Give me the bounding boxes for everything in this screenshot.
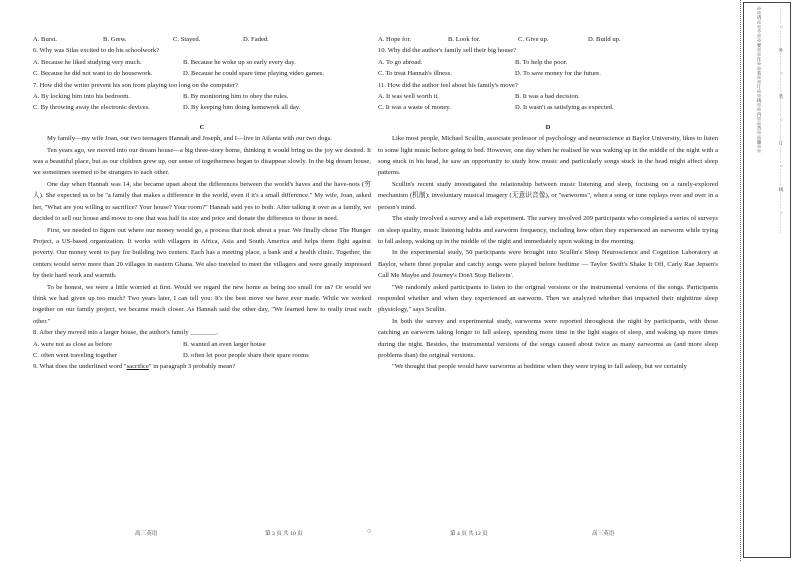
- footer-right-subject: 高三英语: [592, 531, 615, 537]
- option[interactable]: D. It wasn't as satisfying as expected.: [515, 104, 614, 112]
- passage-d-para-6: In both the survey and experimental study, earworms were reported throughout the night by participants, with those catching an earworm taking longer to fall asleep, spending more time in the light stages of sleep, and waking up more times during the night. Besides, the instrumental versions of the songs caused about twice as many earworms as (and more sleep problems than) the original versions.: [378, 317, 718, 359]
- underlined-word: sacrifice: [126, 363, 149, 371]
- binding-warning-text: ※※请※※不※※要※※在※※装※※订※※线※※内※※答※※题※※: [757, 6, 762, 154]
- question-9: 9. What does the underlined word "sacrifice" in paragraph 3 probably mean?: [33, 363, 236, 371]
- q10-options-ab: [378, 57, 718, 68]
- question-7: 7. How did the writer prevent his son from playing too long on the computer?: [33, 81, 238, 89]
- question-10: 10. Why did the author's family sell their big house?: [378, 47, 517, 55]
- passage-c-title: C: [199, 123, 205, 131]
- passage-d-para-5: "We randomly asked participants to listen to the original versions or the instrumental versions of the songs. Participants responded whether and when they experienced an earworm. Then we analyzed whether that impacted their nighttime sleep physiology," says Scullin.: [378, 283, 718, 314]
- option[interactable]: A. To go abroad.: [378, 58, 423, 66]
- option[interactable]: B. wanted an even larger house: [183, 340, 266, 348]
- q8-options-ab: [33, 339, 371, 350]
- footer-left-page: 第 3 页 共 10 页: [265, 531, 303, 537]
- option[interactable]: D. Faded.: [243, 36, 269, 43]
- option[interactable]: A. Because he liked studying very much.: [33, 58, 142, 66]
- passage-d-para-2: Scullin's recent study investigated the relationship between music listening and sleep, focusing on a rarely-explored mechanism (机制): involuntary musical imagery (无意识音像), or "earworms", when a song or tune replays over and over in a person's mind.: [378, 180, 718, 211]
- option[interactable]: B. It was a bad decision.: [515, 93, 580, 101]
- passage-d-para-3: The study involved a survey and a lab experiment. The survey involved 209 participants who completed a series of surveys on sleep quality, music listening habits and earworm frequency, including how often they experienced an earworm while trying to fall asleep, waking up in the middle of the night and immediately upon waking in the morning.: [378, 215, 718, 245]
- q11-options-ab: [378, 91, 718, 102]
- option[interactable]: D. To save money for the future.: [515, 70, 601, 78]
- question-6: 6. Why was Silas excited to do his schoolwork?: [33, 47, 160, 55]
- q6-options-cd: [33, 68, 371, 79]
- option[interactable]: A. By locking him into his bedroom.: [33, 93, 131, 101]
- passage-c-para-1: My family—my wife Joan, our two teenagers Hannah and Joseph, and I—live in Atlanta with our two dogs.: [47, 135, 332, 143]
- center-circle-mark: ○: [367, 527, 372, 535]
- option[interactable]: C. Stayed.: [173, 36, 201, 43]
- q10-options-cd: [378, 68, 718, 79]
- passage-c-para-3: One day when Hannah was 14, she became upset about the differences between the world's haves and the have-nots (穷人). She expected us to be "a family that makes a difference in the world, even if it's a small difference." My wife, Joan, asked her, "What are you willing to sacrifice? Your house? Your room?" Hannah said yes to both. After talking it over as a family, we decided to sell our house and move to one that was half its size and price and donate the difference to those in need.: [33, 180, 371, 223]
- option[interactable]: C. Give up.: [518, 36, 549, 43]
- passage-d-para-7: "We thought that people would have earworms at bedtime when they were trying to fall asleep, but we certainly: [392, 363, 687, 371]
- passage-d-title: D: [545, 123, 551, 131]
- q8-options-cd: [33, 350, 371, 361]
- option[interactable]: D. By keeping him doing homework all day.: [183, 104, 301, 112]
- passage-d-para-4: In the experimental study, 50 participants were brought into Scullin's Sleep Neuroscience and Cognition Laboratory at Baylor, where three popular and catchy songs were played before bedtime — Taylor Swift's Shake It Off, Carly Rae Jepsen's Call Me Maybe and Journey's Don't Stop Believin'.: [378, 249, 718, 280]
- q11-options-cd: [378, 102, 718, 113]
- passage-c-para-5: To be honest, we were a little worried at first. Would we regard the new home as being too small for us? Or would we think we had given up too much? Two years later, I can tell you: It's the best move we have ever made. While we worked together on our family project, we became much closer. As Hannah said the other day, "We learned how to really trust each other.": [33, 283, 371, 325]
- option[interactable]: C. By throwing away the electronic devices.: [33, 104, 150, 112]
- option[interactable]: C. It was a waste of money.: [378, 104, 451, 112]
- option[interactable]: B. Because he woke up so early every day.: [183, 58, 296, 66]
- option[interactable]: C. often went traveling together: [33, 351, 118, 359]
- question-8: 8. After they moved into a larger house, the author's family ________.: [33, 329, 219, 337]
- q5-options: [33, 34, 371, 45]
- option[interactable]: C. Because he did not want to do housework.: [33, 70, 153, 78]
- q6-options-ab: [33, 57, 371, 68]
- option[interactable]: B. Grew.: [103, 36, 127, 43]
- q9-options: [378, 34, 718, 45]
- question-11: 11. How did the author feel about his family's move?: [378, 81, 518, 89]
- option[interactable]: B. By monitoring him to obey the rules.: [183, 93, 289, 101]
- q7-options-ab: [33, 91, 371, 102]
- option[interactable]: C. To treat Hannah's illness.: [378, 70, 452, 78]
- option[interactable]: A. Hope for.: [378, 36, 411, 43]
- footer-left-subject: 高三英语: [135, 531, 158, 537]
- option[interactable]: D. Because he could spare time playing video games.: [183, 70, 324, 78]
- passage-d-para-1: Like most people, Michael Scullin, associate professor of psychology and neuroscience at Baylor University, likes to listen to some light music before going to bed. However, one day when he realised he was waking up in the middle of the night with a song stuck in his head, he saw an opportunity to study how music and particularly songs stuck in the head might affect sleep patterns.: [378, 135, 718, 177]
- option[interactable]: A. were not as close as before: [33, 340, 112, 348]
- option[interactable]: A. It was well worth it.: [378, 93, 439, 101]
- option[interactable]: D. often let poor people share their spare rooms: [183, 351, 309, 359]
- passage-c-para-4: First, we needed to figure out where our money would go, a process that took about a year. We finally chose The Hunger Project, a US-based organization. It works with villagers in Africa, Asia and South America and helps them fight against poverty. Our money went to pay for building two centers. Each has a meeting place, a bank and a health clinic. Together, the centers would serve more than 20 villages in eastern Ghana. We also traveled to meet the villagers and were greatly impressed by their hard work and warmth.: [33, 226, 371, 280]
- option[interactable]: A. Burst.: [33, 36, 57, 43]
- left-column: [33, 34, 371, 373]
- option[interactable]: B. To help the poor.: [515, 58, 568, 66]
- passage-c-para-2: Ten years ago, we moved into our dream house—a big three-story home, thinking it would bring us the joy we desired. It was a beautiful place, but as our children grew up, our sense of togetherness began to disappear slowly. In the big dream house, we sometimes seemed to be strangers to each other.: [33, 146, 371, 177]
- binding-seal-text: …………○…………外…………○…………装…………○…………订…………○…………线…………○…………: [779, 6, 784, 234]
- q7-options-cd: [33, 102, 371, 113]
- option[interactable]: D. Build up.: [588, 36, 621, 43]
- footer-right-page: 第 4 页 共 12 页: [450, 531, 488, 537]
- option[interactable]: B. Look for.: [448, 36, 481, 43]
- binding-dotted-line: [740, 0, 741, 561]
- right-column: [378, 34, 718, 373]
